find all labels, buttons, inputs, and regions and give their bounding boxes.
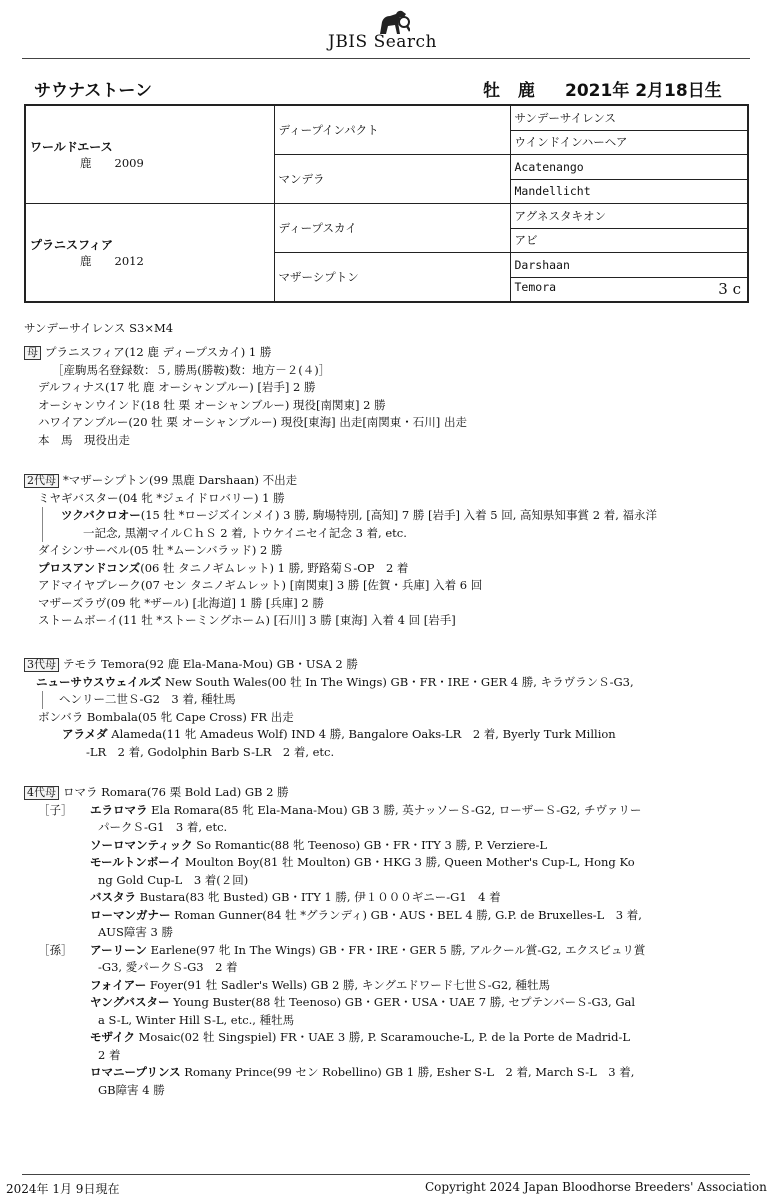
section-tag-2nd-dam: 2代母	[24, 474, 59, 488]
relative-detail: So Romantic(88 牝 Teenoso) GB・FR・ITY 3 勝, P. Verziere-L	[192, 837, 547, 852]
relative-name: アーリーン	[90, 942, 147, 957]
relative-detail: Mosaic(02 牡 Singspiel) FR・UAE 3 勝, P. Scaramouche-L, P. de la Porte de Madrid-L	[134, 1030, 630, 1044]
dam-line: ハワイアンブルー(20 牡 栗 オーシャンブルー) 現役[東海] 出走[南関東・石川] 出走	[38, 415, 467, 429]
ancestor-sd-s: Acatenango	[510, 155, 748, 180]
relative-entry	[24, 802, 754, 820]
relative-name: ヤングバスター	[90, 995, 170, 1009]
relative-name: ロマニープリンス	[90, 1065, 181, 1079]
relative-entry	[24, 1029, 754, 1047]
relative-detail: Romany Prince(99 セン Robellino) GB 1 勝, Esher S-L 2 着, March S-L 3 着,	[180, 1065, 635, 1079]
relative-entry	[24, 889, 754, 907]
progeny-cont: -LR 2 着, Godolphin Barb S-LR 2 着, etc.	[86, 744, 335, 759]
relative-detail-cont: a S-L, Winter Hill S-L, etc., 種牡馬	[98, 1012, 295, 1027]
relative-entry	[24, 994, 754, 1012]
progeny-line: ミヤギバスター(04 牝 *ジェイドロバリー) 1 勝	[38, 490, 285, 505]
dam-line: デルフィナス(17 牝 鹿 オーシャンブルー) [岩手] 2 勝	[38, 380, 316, 394]
relative-entry	[24, 1064, 754, 1082]
footer-copyright: Copyright 2024 Japan Bloodhorse Breeders' Association	[425, 1180, 767, 1194]
progeny-line: ストームボーイ(11 牡 *ストーミングホーム) [石川] 3 勝 [東海] 入着 4 回 [岩手]	[38, 613, 456, 627]
relative-name: ソーロマンティック	[90, 837, 193, 852]
dam-info: 鹿 2012	[80, 254, 144, 268]
ancestor-ss-d: ウインドインハーヘア	[510, 130, 748, 155]
relative-detail: Bustara(83 牝 Busted) GB・ITY 1 勝, 伊１０００ギニー-G1 4 着	[136, 890, 501, 904]
grandchildren-tag: ［孫］	[38, 942, 73, 957]
relative-detail-cont: GB障害 4 勝	[98, 1082, 165, 1097]
dam-line: オーシャンウインド(18 牡 栗 オーシャンブルー) 現役[南関東] 2 勝	[38, 397, 386, 412]
dam-section	[24, 344, 754, 449]
logo-text: JBIS Search	[328, 32, 438, 52]
progeny-cont: 一記念, 黒潮マイルＣｈＳ 2 着, トウケイニセイ記念 3 着, etc.	[83, 525, 407, 540]
ancestor-dd-d-name: Temora	[514, 280, 557, 295]
relative-name: フォイアー	[90, 977, 147, 992]
jbis-logo	[328, 6, 458, 52]
progeny-cont: ヘンリー二世Ｓ-G2 3 着, 種牡馬	[59, 692, 236, 706]
progeny-line: ダイシンサーベル(05 牡 *ムーンバラッド) 2 勝	[38, 543, 283, 557]
section-tag-dam: 母	[24, 346, 41, 360]
sire-dam: マンデラ	[274, 155, 510, 204]
horse-name: サウナストーン	[34, 81, 152, 101]
relative-detail: Moulton Boy(81 牡 Moulton) GB・HKG 3 勝, Queen Mother's Cup-L, Hong Ko	[181, 855, 635, 869]
dam-cell	[25, 204, 274, 303]
header-divider	[22, 58, 750, 59]
section-tag-4th-dam: 4代母	[24, 786, 59, 800]
ancestor-dd-d	[510, 277, 748, 302]
relative-detail-cont: パークＳ-G1 3 着, etc.	[98, 820, 228, 834]
relative-detail-cont: ng Gold Cup-L 3 着(２回)	[98, 872, 249, 887]
section-tag-3rd-dam: 3代母	[24, 658, 59, 672]
fourth-dam-section	[24, 784, 754, 1099]
footer-date: 2024年 1月 9日現在	[6, 1182, 120, 1196]
progeny-bold: ニューサウスウェイルズ	[36, 674, 162, 689]
pedigree-table	[24, 104, 749, 303]
ancestor-ds-s: アグネスタキオン	[510, 204, 748, 229]
relative-entry	[24, 942, 754, 960]
dam-sire: ディープスカイ	[274, 204, 510, 253]
progeny-line: アドマイヤブレーク(07 セン タニノギムレット) [南関東] 3 勝 [佐賀・兵庫] 入着 6 回	[38, 578, 483, 592]
family-number: 3 c	[718, 280, 741, 299]
relative-entry	[24, 907, 754, 925]
progeny-bold: アラメダ	[62, 727, 108, 741]
footer-divider	[22, 1174, 750, 1175]
relative-detail: Ela Romara(85 牝 Ela-Mana-Mou) GB 3 勝, 英ナッソーＳ-G2, ローザーＳ-G2, チヴァリー	[147, 802, 642, 817]
fourth-dam-rows	[24, 802, 754, 1100]
relative-name: バスタラ	[90, 890, 136, 904]
sire-sire: ディープインパクト	[274, 105, 510, 155]
progeny-line: マザーズラヴ(09 牝 *ザール) [北海道] 1 勝 [兵庫] 2 勝	[38, 595, 324, 610]
progeny-detail: New South Wales(00 牡 In The Wings) GB・FR・IRE・GER 4 勝, キラヴランＳ-G3,	[161, 674, 634, 689]
relative-name: ローマンガナー	[90, 907, 171, 922]
third-dam-head: テモラ Temora(92 鹿 Ela-Mana-Mou) GB・USA 2 勝	[63, 657, 358, 671]
relative-name: モザイク	[90, 1030, 135, 1044]
second-dam-head: *マザーシプトン(99 黒鹿 Darshaan) 不出走	[63, 473, 298, 487]
progeny-line: ボンバラ Bombala(05 牝 Cape Cross) FR 出走	[38, 709, 294, 724]
relative-detail: Earlene(97 牝 In The Wings) GB・FR・IRE・GER 5 勝, アルクール賞-G2, エクスビュリ賞	[146, 942, 646, 957]
horse-birthdate: 2021年 2月18日生	[565, 81, 722, 101]
dam-dam: マザーシプトン	[274, 253, 510, 303]
relative-entry	[24, 837, 754, 855]
relative-detail-cont: -G3, 愛パークＳ-G3 2 着	[98, 960, 238, 974]
second-dam-section	[24, 472, 754, 630]
horse-sex-color: 牡 鹿	[483, 81, 541, 101]
dam-name: プラニスフィア	[30, 238, 114, 252]
relative-detail: Foyer(91 牡 Sadler's Wells) GB 2 勝, キングエドワード七世Ｓ-G2, 種牡馬	[146, 977, 550, 992]
progeny-bold: ツクバクロオー	[61, 508, 141, 522]
dam-line: プラニスフィア(12 鹿 ディープスカイ) 1 勝	[45, 345, 272, 359]
fourth-dam-head: ロマラ Romara(76 栗 Bold Lad) GB 2 勝	[63, 785, 289, 799]
ancestor-ds-d: アビ	[510, 228, 748, 253]
dam-line: ［産駒馬名登録数：５, 勝馬(勝鞍)数：地方－２(４)］	[52, 362, 331, 377]
progeny-detail: Alameda(11 牝 Amadeus Wolf) IND 4 勝, Bangalore Oaks-LR 2 着, Byerly Turk Million	[107, 727, 616, 741]
progeny-detail: (15 牡 *ロージズインメイ) 3 勝, 駒場特別, [高知] 7 勝 [岩手] 入着 5 回, 高知県知事賞 2 着, 福永洋	[140, 508, 657, 522]
inbreeding-info: サンデーサイレンス S3×M4	[24, 321, 174, 335]
relative-name: エラロマラ	[90, 802, 148, 817]
progeny-detail: (06 牡 タニノギムレット) 1 勝, 野路菊Ｓ-OP 2 着	[140, 560, 409, 575]
sire-name: ワールドエース	[30, 140, 113, 154]
relative-detail: Young Buster(88 牡 Teenoso) GB・GER・USA・UAE 7 勝, セプテンバーＳ-G3, Gal	[169, 995, 636, 1009]
relative-detail-cont: AUS障害 3 勝	[98, 925, 174, 939]
ancestor-dd-s: Darshaan	[510, 253, 748, 278]
ancestor-sd-d: Mandellicht	[510, 179, 748, 204]
relative-entry	[24, 854, 754, 872]
children-tag: ［子］	[38, 802, 73, 817]
dam-line: 本 馬 現役出走	[38, 432, 130, 447]
ancestor-ss-s: サンデーサイレンス	[510, 105, 748, 130]
third-dam-section	[24, 656, 754, 761]
sire-cell	[25, 105, 274, 204]
relative-name: モールトンボーイ	[90, 855, 182, 869]
relative-entry	[24, 977, 754, 995]
relative-detail-cont: 2 着	[98, 1047, 121, 1062]
sire-info: 鹿 2009	[80, 156, 144, 170]
relative-detail: Roman Gunner(84 牡 *グランディ) GB・AUS・BEL 4 勝, G.P. de Bruxelles-L 3 着,	[170, 907, 642, 922]
progeny-bold: プロスアンドコンズ	[38, 560, 141, 575]
